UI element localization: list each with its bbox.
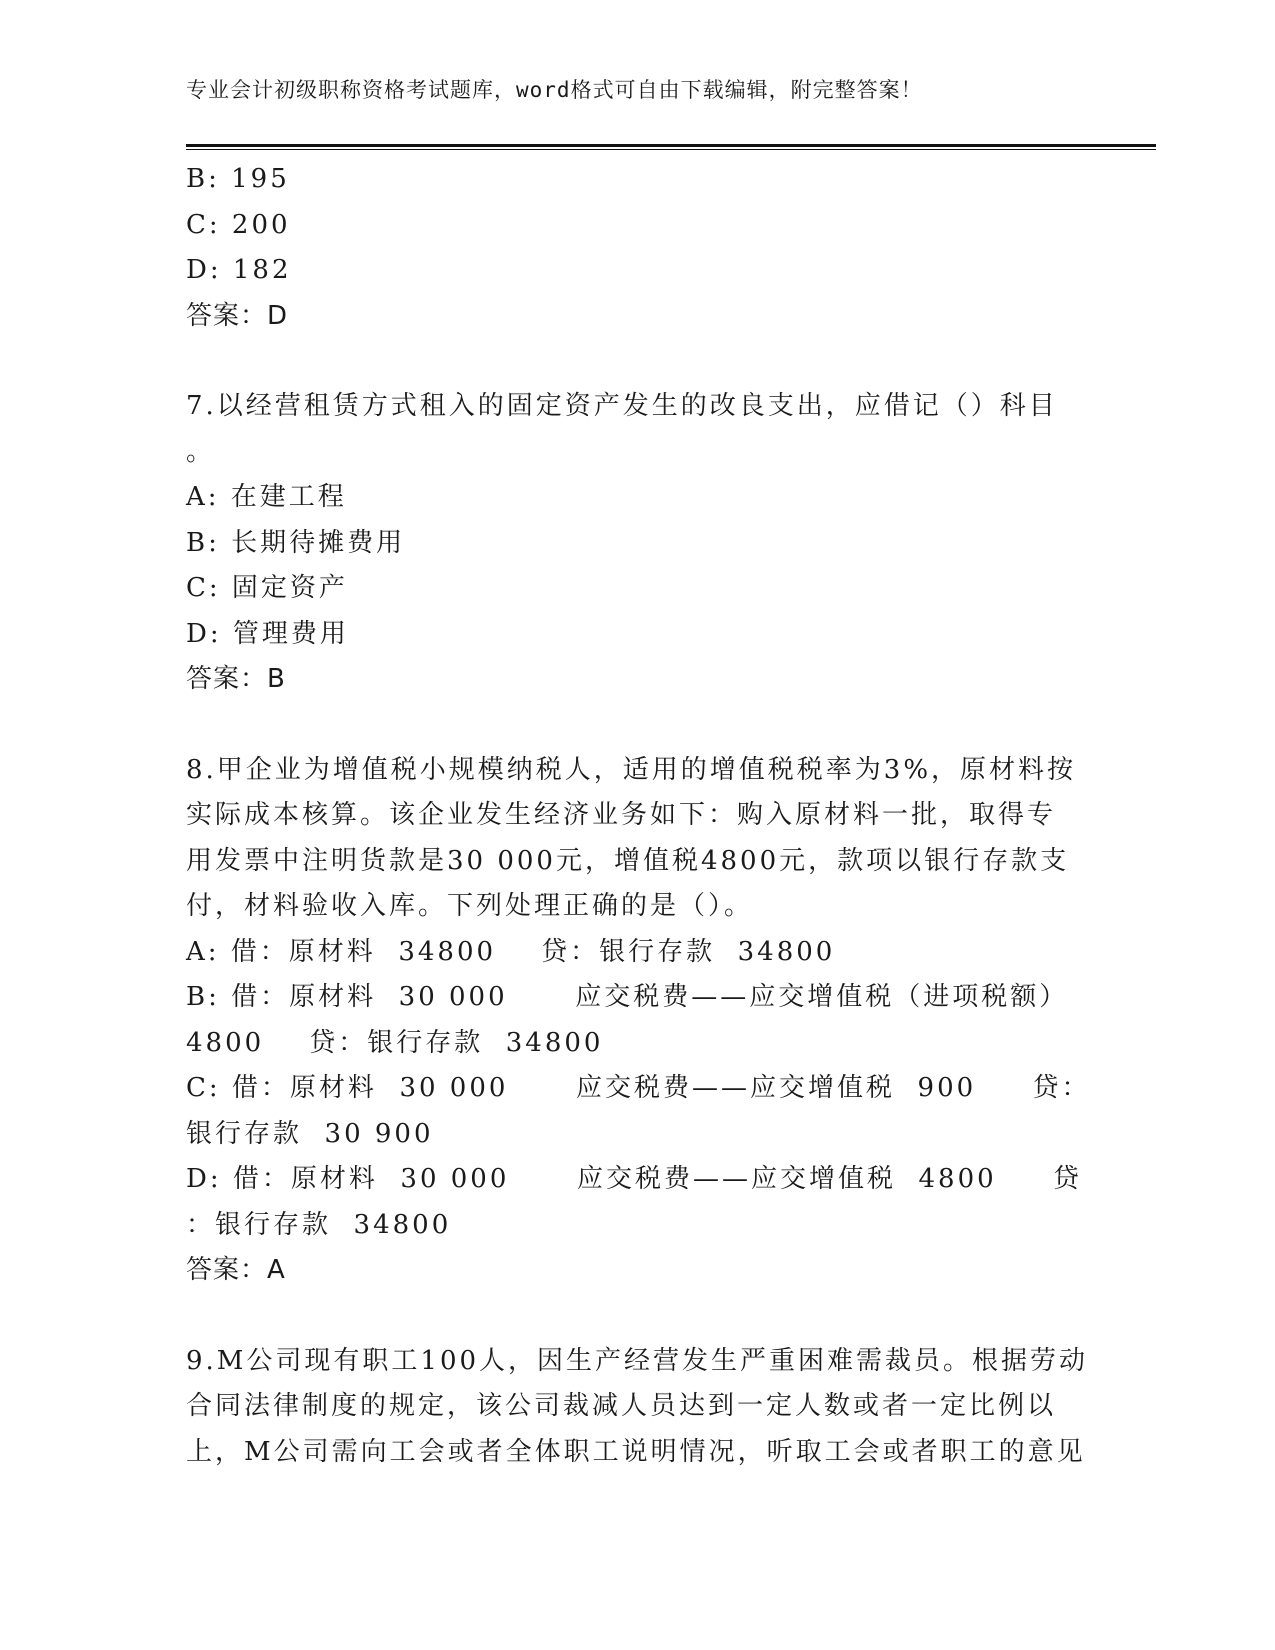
question-spacer	[186, 703, 1086, 748]
question-stem: 实际成本核算。该企业发生经济业务如下：购入原材料一批，取得专	[186, 800, 1057, 830]
page-header-title: 专业会计初级职称资格考试题库，word格式可自由下载编辑，附完整答案！	[186, 78, 923, 102]
option-b: 4800 贷：银行存款 34800	[186, 1027, 604, 1058]
question-stem: 用发票中注明货款是30 000元，增值税4800元，款项以银行存款支	[186, 845, 1070, 876]
answer-line: 答案：D	[186, 300, 289, 331]
option-a: A: 借：原材料 34800 贷：银行存款 34800	[186, 936, 836, 967]
option-c: C: 借：原材料 30 000 应交税费——应交增值税 900 贷：	[186, 1073, 1091, 1103]
question-9	[186, 1339, 1089, 1476]
question-stem: 合同法律制度的规定，该公司裁减人员达到一定人数或者一定比例以	[186, 1391, 1057, 1421]
answer-line: 答案：A	[186, 1255, 286, 1285]
option-c: C: 200	[186, 209, 291, 240]
option-c: 银行存款 30 900	[186, 1118, 434, 1149]
question-stem: 9.M公司现有职工100人，因生产经营发生严重困难需裁员。根据劳动	[186, 1345, 1089, 1376]
question-stem: 8.甲企业为增值税小规模纳税人，适用的增值税税率为3%，原材料按	[186, 754, 1077, 785]
option-d: D: 182	[186, 255, 292, 285]
option-b: B: 长期待摊费用	[186, 527, 406, 558]
question-6-tail	[186, 157, 1086, 339]
question-stem: 7.以经营租赁方式租入的固定资产发生的改良支出，应借记（）科目	[186, 391, 1058, 421]
option-d: D: 管理费用	[186, 618, 349, 649]
question-stem: 上，M公司需向工会或者全体职工说明情况，听取工会或者职工的意见	[186, 1436, 1086, 1467]
question-spacer	[186, 339, 1086, 384]
question-8	[186, 748, 1091, 1294]
question-content	[186, 157, 1091, 1475]
answer-line: 答案：B	[186, 664, 286, 694]
option-d: ：银行存款 34800	[186, 1209, 452, 1240]
header-divider-thin	[186, 149, 1156, 150]
header-divider-thick	[186, 144, 1156, 147]
option-c: C: 固定资产	[186, 573, 348, 603]
question-stem: 付，材料验收入库。下列处理正确的是（）。	[186, 891, 754, 921]
option-b: B: 借：原材料 30 000 应交税费——应交增值税（进项税额）	[186, 982, 1069, 1012]
option-d: D: 借：原材料 30 000 应交税费——应交增值税 4800 贷	[186, 1164, 1082, 1194]
question-7	[186, 384, 1086, 703]
question-stem: 。	[186, 436, 216, 467]
question-spacer	[186, 1294, 1086, 1339]
option-b: B: 195	[186, 164, 290, 194]
option-a: A: 在建工程	[186, 482, 347, 512]
